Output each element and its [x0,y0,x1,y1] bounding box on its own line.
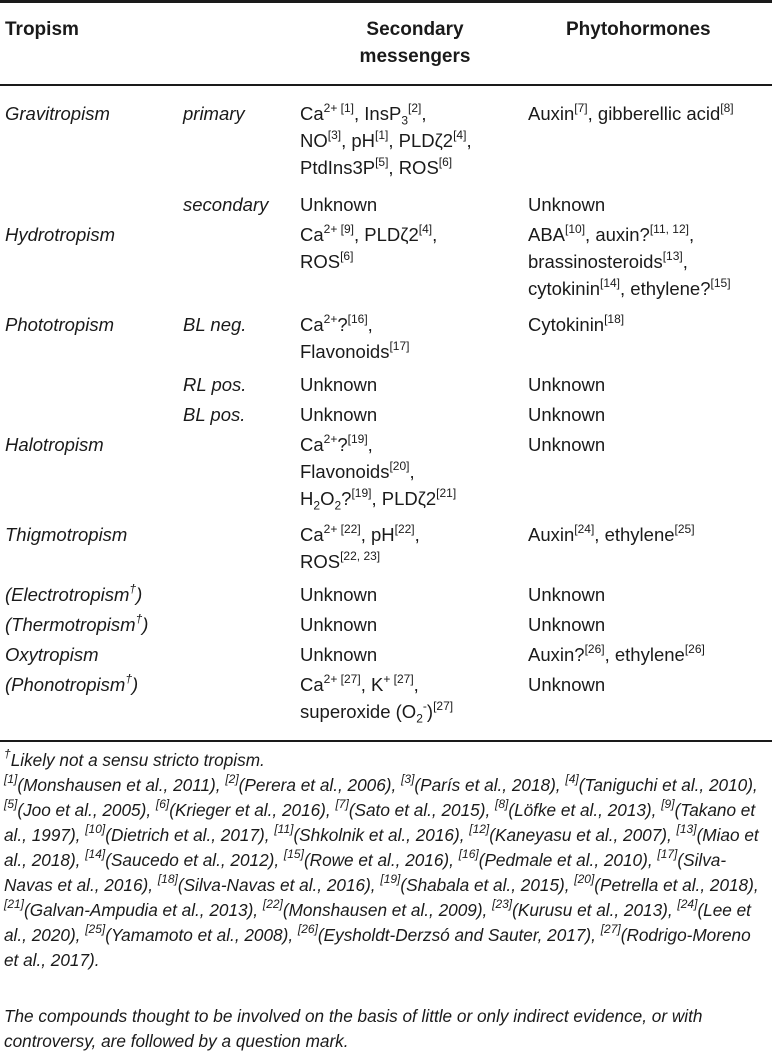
sec-line: Flavonoids[17] [300,338,410,362]
bottom-rule [0,740,772,742]
reference-citation: (Eysholdt-Derzsó and Sauter, 2017), [317,925,601,945]
reference-number: [12] [469,822,490,837]
sec-line: ROS[6] [300,248,354,272]
reference-citation: (Galvan-Ampudia et al., 2013), [24,900,263,920]
reference-number: [5] [4,797,18,812]
top-rule [0,0,772,3]
header-tropism: Tropism [5,19,79,40]
sec-line: $Ca^{2+ [9]}$, PLDζ2[4], [300,221,438,245]
reference-number: [25] [85,922,106,937]
reference-number: [6] [155,797,170,812]
photo-blpos-sec: Unknown [300,404,378,425]
sec-line: $Ca^{2+ [27]}$, $K^{+ [27]}$, [300,671,419,695]
photo-blneg-phytohormones: Cytokinin[18] [528,311,625,335]
reference-citation: (Dietrich et al., 2017), [105,825,275,845]
header-phytohormones: Phytohormones [566,19,711,40]
reference-citation: (Kurusu et al., 2013), [512,900,678,920]
tropism-thigmotropism: Thigmotropism [5,524,128,545]
reference-number: [24] [677,897,698,912]
reference-number: [21] [4,897,25,912]
tropism-halotropism: Halotropism [5,434,104,455]
header-secondary-line1: Secondary [366,19,464,40]
reference-citation: (Lee et al., 2020), [4,900,751,945]
gravi-secondary-phy: Unknown [528,194,606,215]
reference-citation: (Monshausen et al., 2011), [17,775,226,795]
reference-number: [15] [283,847,304,862]
oxy-phytohormones: Auxin?[26], ethylene[26] [528,641,705,665]
footnote-dagger: †Likely not a sensu stricto tropism. [4,747,265,770]
tropism-phonotropism: (Phonotropism†) [5,671,139,695]
thermo-sec: Unknown [300,614,378,635]
reference-number: [7] [335,797,349,812]
reference-number: [19] [380,872,401,887]
sec-line: Flavonoids[20], [300,458,415,482]
reference-citation: (Pedmale et al., 2010), [478,850,658,870]
sec-line: ROS[22, 23] [300,548,381,572]
reference-number: [11] [274,822,294,837]
header-rule [0,84,772,86]
reference-number: [22] [262,897,283,912]
reference-citation: (Joo et al., 2005), [17,800,156,820]
tropism-gravitropism: Gravitropism [5,103,110,124]
phono-phy: Unknown [528,674,606,695]
reference-number: [17] [657,847,678,862]
reference-citation: (Monshausen et al., 2009), [282,900,493,920]
sec-line: $Ca^{2+ [1]}$, InsP$_3$[2], [300,100,427,128]
photo-blneg-secondary-messengers [300,311,409,365]
reference-citation: (Taniguchi et al., 2010), [578,775,758,795]
reference-list [4,772,759,970]
tropism-thermotropism: (Thermotropism†) [5,611,149,635]
thigmo-secondary-messengers [300,521,420,575]
reference-number: [2] [225,772,239,787]
reference-number: [14] [85,847,106,862]
reference-number: [20] [574,872,595,887]
reference-citation: (Rodrigo-Moreno et al., 2017). [4,925,751,970]
reference-number: [1] [4,772,18,787]
tropism-hydrotropism: Hydrotropism [5,224,115,245]
phy-line: brassinosteroids[13], [528,248,688,272]
reference-citation: (Miao et al., 2018), [4,825,759,870]
sec-line: $Ca^{2+}?[16]$, [300,311,373,335]
reference-number: [18] [157,872,178,887]
reference-citation: (Saucedo et al., 2012), [105,850,284,870]
tropism-oxytropism: Oxytropism [5,644,99,665]
tropism-electrotropism: (Electrotropism†) [5,581,143,605]
thigmo-phytohormones: Auxin[24], ethylene[25] [528,521,695,545]
reference-citation: (Löfke et al., 2013), [508,800,662,820]
reference-citation: (Shkolnik et al., 2016), [293,825,470,845]
reference-citation: (Rowe et al., 2016), [303,850,459,870]
photo-rlpos-phy: Unknown [528,374,606,395]
reference-citation: (Perera et al., 2006), [238,775,402,795]
gravi-primary-secondary-messengers [300,100,472,181]
reference-citation: (Shabala et al., 2015), [400,875,575,895]
reference-number: [27] [600,922,621,937]
reference-number: [23] [492,897,513,912]
reference-number: [8] [495,797,509,812]
phono-secondary-messengers [300,671,453,725]
reference-citation: (Yamamoto et al., 2008), [105,925,298,945]
halo-phy: Unknown [528,434,606,455]
photo-rlpos-sec: Unknown [300,374,378,395]
header-secondary-messengers [320,16,510,70]
reference-citation: (Petrella et al., 2018), [594,875,759,895]
footnote-references [4,773,768,973]
reference-number: [3] [401,772,415,787]
hydro-phytohormones [528,221,731,302]
phy-line: ABA[10], auxin?[11, 12], [528,221,695,245]
reference-number: [10] [85,822,106,837]
sec-line: superoxide $(O_2^-)[27]$ [300,698,454,726]
electro-phy: Unknown [528,584,606,605]
sub-bl-neg: BL neg. [183,314,247,335]
header-secondary-line2: messengers [359,46,471,67]
gravi-secondary-sec: Unknown [300,194,378,215]
reference-number: [26] [297,922,318,937]
tropism-phototropism: Phototropism [5,314,114,335]
oxy-sec: Unknown [300,644,378,665]
reference-citation: (París et al., 2018), [414,775,566,795]
sec-line: NO[3], pH[1], PLDζ2[4], [300,127,472,151]
halo-secondary-messengers [300,431,456,512]
sub-primary: primary [183,103,245,124]
sec-line: PtdIns3P[5], ROS[6] [300,154,453,178]
reference-citation: (Sato et al., 2015), [348,800,495,820]
reference-number: [4] [565,772,579,787]
reference-number: [16] [458,847,479,862]
sub-secondary: secondary [183,194,269,215]
reference-citation: (Silva-Navas et al., 2016), [4,850,727,895]
sec-line: $H_2O_2?[19]$, PLDζ2[21] [300,485,457,513]
gravi-primary-phytohormones: Auxin[7], gibberellic acid[8] [528,100,734,124]
sec-line: $Ca^{2+ [22]}$, pH[22], [300,521,420,545]
photo-blpos-phy: Unknown [528,404,606,425]
reference-citation: (Krieger et al., 2016), [169,800,336,820]
reference-citation: (Silva-Navas et al., 2016), [177,875,381,895]
reference-citation: (Kaneyasu et al., 2007), [489,825,677,845]
sub-rl-pos: RL pos. [183,374,247,395]
phy-line: cytokinin[14], ethylene?[15] [528,275,731,299]
reference-number: [13] [676,822,697,837]
reference-citation: (Takano et al., 1997), [4,800,756,845]
electro-sec: Unknown [300,584,378,605]
reference-number: [9] [661,797,675,812]
footnote-question-mark: The compounds thought to be involved on the basis of little or only indirect evidence, or with controversy, are followed by a question mark. [4,1006,703,1051]
sec-line: $Ca^{2+}?[19]$, [300,431,373,455]
hydro-secondary-messengers [300,221,437,275]
thermo-phy: Unknown [528,614,606,635]
sub-bl-pos: BL pos. [183,404,246,425]
